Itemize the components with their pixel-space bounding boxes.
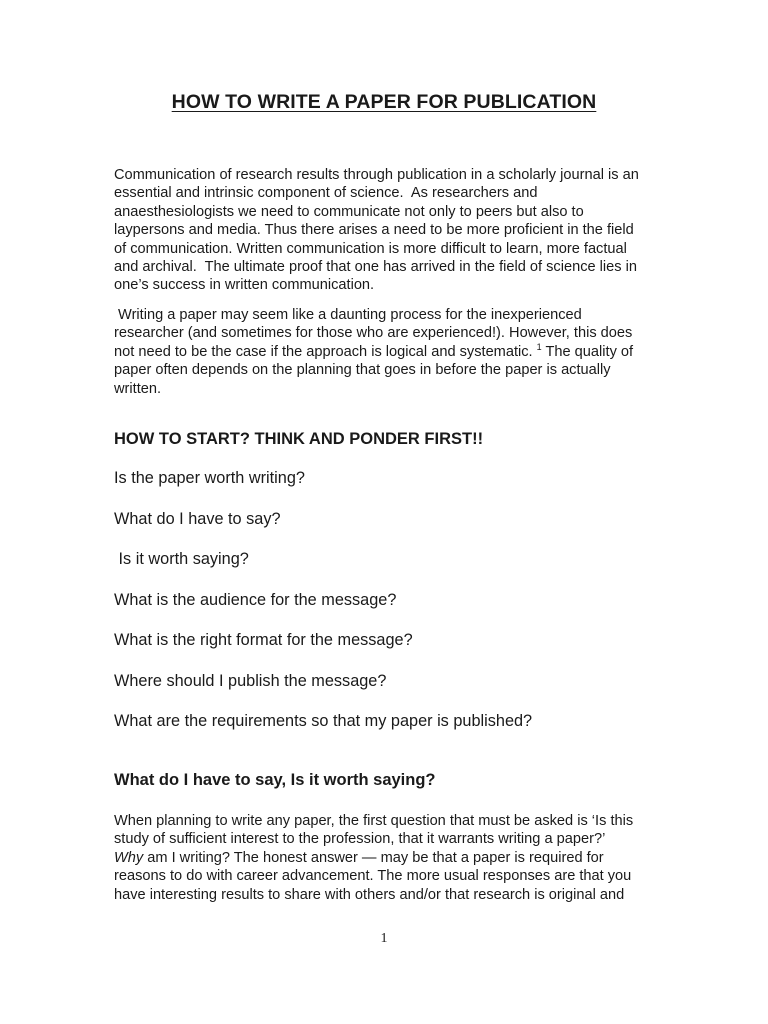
intro-line: one’s success in written communication. xyxy=(114,277,375,294)
question-item: What is the right format for the message? xyxy=(114,631,413,649)
intro-line: laypersons and media. Thus there arises a need to be more proficient in the field xyxy=(114,222,634,239)
planning-paragraph xyxy=(114,812,659,904)
citation-superscript: 1 xyxy=(536,341,542,352)
question-item: What do I have to say? xyxy=(114,510,281,528)
question-item: Is the paper worth writing? xyxy=(114,469,305,487)
question-item: Is it worth saying? xyxy=(114,550,249,568)
question-item: Where should I publish the message? xyxy=(114,672,387,690)
section-heading-what-to-say: What do I have to say, Is it worth saying? xyxy=(114,771,436,789)
paragraph-text: not need to be the case if the approach is logical and systematic. xyxy=(114,343,537,360)
intro-line: essential and intrinsic component of science. As researchers and xyxy=(114,185,538,202)
paragraph-text: am I writing? The honest answer — may be that a paper is required for xyxy=(143,849,604,866)
paragraph-line: researcher (and sometimes for those who are experienced!). However, this does xyxy=(114,325,633,342)
writing-paragraph xyxy=(114,306,659,398)
paragraph-line: When planning to write any paper, the first question that must be asked is ‘Is this xyxy=(114,813,634,829)
intro-line: and archival. The ultimate proof that one has arrived in the field of science lies in xyxy=(114,259,637,276)
page-number: 1 xyxy=(380,931,388,946)
intro-line: Communication of research results through publication in a scholarly journal is an xyxy=(114,167,639,183)
page-title: HOW TO WRITE A PAPER FOR PUBLICATION xyxy=(171,91,597,113)
question-item: What are the requirements so that my paper is published? xyxy=(114,712,533,730)
question-item: What is the audience for the message? xyxy=(114,591,397,609)
paragraph-text: The quality of xyxy=(541,343,634,360)
paragraph-line: have interesting results to share with others and/or that research is original and xyxy=(114,886,625,903)
intro-line: of communication. Written communication is more difficult to learn, more factual xyxy=(114,240,627,257)
intro-line: anaesthesiologists we need to communicate not only to peers but also to xyxy=(114,203,584,220)
paragraph-line: study of sufficient interest to the profession, that it warrants writing a paper?’ xyxy=(114,831,606,848)
intro-paragraph xyxy=(114,166,659,295)
paragraph-line: paper often depends on the planning that goes in before the paper is actually xyxy=(114,362,611,379)
section-heading-how-to-start: HOW TO START? THINK AND PONDER FIRST!! xyxy=(114,430,484,448)
paragraph-line xyxy=(114,849,659,867)
paragraph-line: Writing a paper may seem like a daunting process for the inexperienced xyxy=(114,307,582,323)
emphasis-text: Why xyxy=(114,849,144,866)
paragraph-line xyxy=(114,343,659,361)
paragraph-line: written. xyxy=(114,380,162,397)
paragraph-line: reasons to do with career advancement. The more usual responses are that you xyxy=(114,868,632,885)
